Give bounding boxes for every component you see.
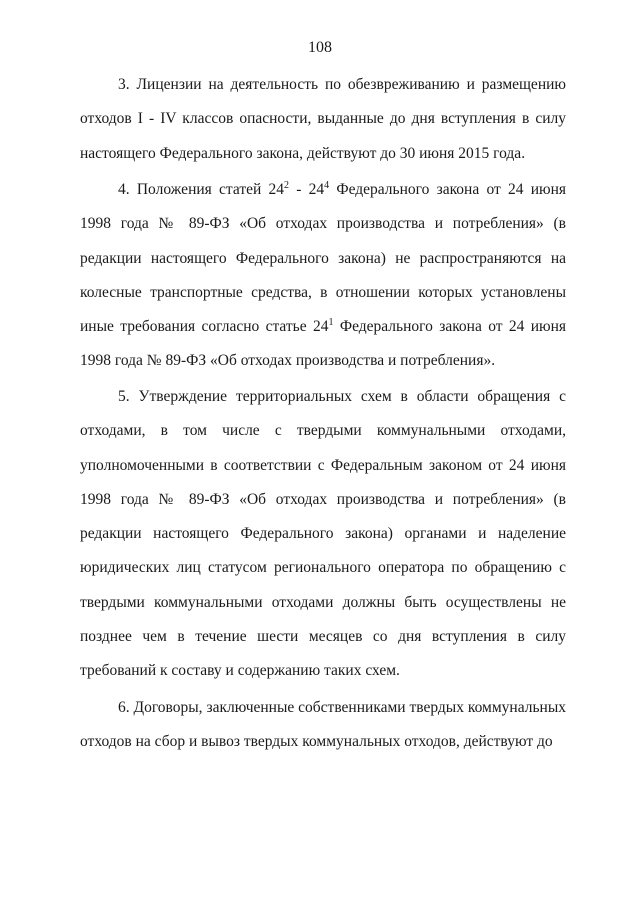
superscript-2: 2 bbox=[284, 179, 289, 191]
paragraph-4-text-3: Федерального закона от 24 июня 1998 года № 89-ФЗ «Об отходах производства и потребления» (в редакции настоящего Федерального закона) не распространяются на колесные транспортные средства, в отношении которых установлены иные требования согласно статье 24 bbox=[80, 181, 567, 336]
superscript-1: 1 bbox=[328, 317, 334, 329]
paragraph-4-text-1: 4. Положения статей 24 bbox=[118, 181, 284, 198]
paragraph-5: 5. Утверждение территориальных схем в области обращения с отходами, в том числе с твердыми коммунальными отходами, уполномоченными в соответствии с Федеральным законом от 24 июня 1998 года № 89-ФЗ «Об отходах производства и потребления» (в редакции настоящего Федерального закона) органами и наделение юридических лиц статусом регионального оператора по обращению с твердыми коммунальными отходами должны быть осуществлены не позднее чем в течение шести месяцев со дня вступления в силу требований к составу и содержанию таких схем. bbox=[80, 388, 566, 680]
paragraph-4 bbox=[80, 173, 566, 379]
superscript-4: 4 bbox=[324, 179, 330, 191]
page-number: 108 bbox=[308, 39, 332, 56]
paragraph-3: 3. Лицензии на деятельность по обезвреживанию и размещению отходов I - IV классов опасности, выданные до дня вступления в силу настоящего Федерального закона, действуют до 30 июня 2015 года. bbox=[80, 76, 566, 162]
paragraph-6: 6. Договоры, заключенные собственниками твердых коммунальных отходов на сбор и вывоз твердых коммунальных отходов, действуют до bbox=[80, 699, 566, 751]
paragraph-4-text-2: - 24 bbox=[289, 181, 325, 198]
paragraph-4-text-4: Федерального закона от 24 июня 1998 года № 89-ФЗ «Об отходах производства и потребления». bbox=[80, 318, 567, 370]
